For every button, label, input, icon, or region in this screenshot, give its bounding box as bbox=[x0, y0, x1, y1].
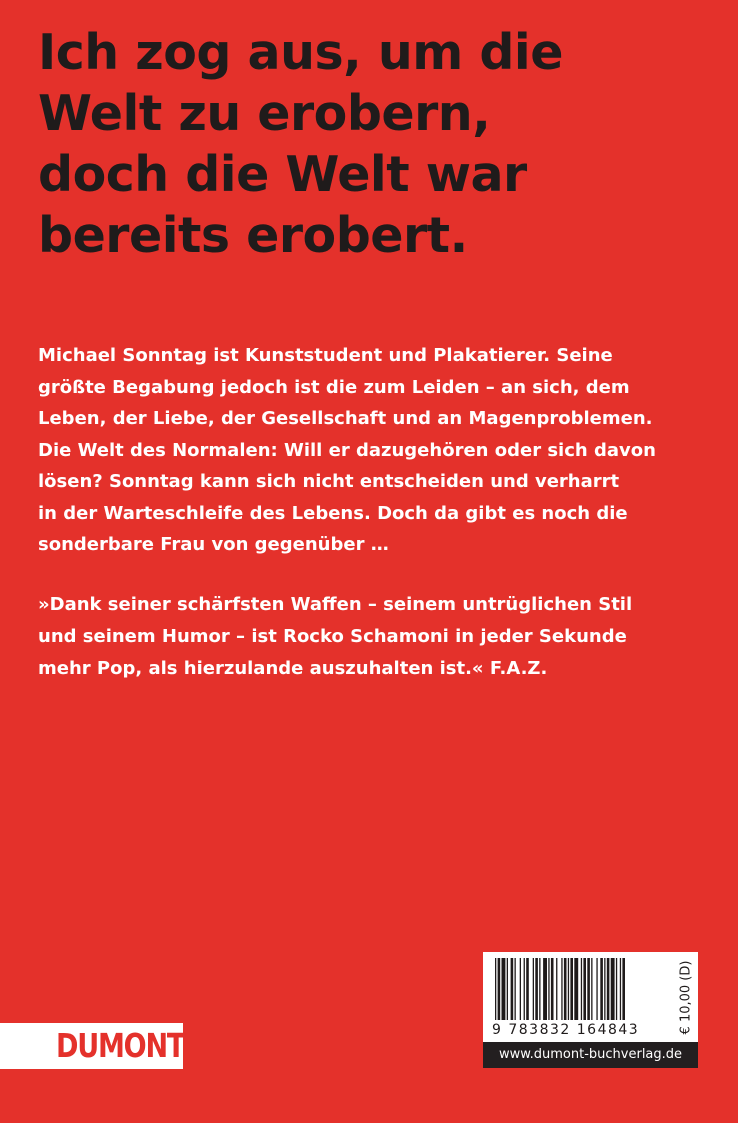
blurb-line: lösen? Sonntag kann sich nicht entscheiden und verharrt bbox=[38, 471, 620, 492]
barcode-bar bbox=[551, 958, 554, 1020]
barcode-bar bbox=[587, 958, 590, 1020]
barcode-bar bbox=[611, 958, 615, 1020]
barcode-bar bbox=[561, 958, 562, 1020]
headline-line: Welt zu erobern, bbox=[38, 85, 491, 142]
barcode-bar bbox=[622, 958, 625, 1020]
barcode-bar bbox=[564, 958, 567, 1020]
barcode-bar bbox=[570, 958, 573, 1020]
publisher-logo: DUMONT bbox=[56, 1026, 185, 1065]
barcode-bar bbox=[535, 958, 538, 1020]
blurb-line: in der Warteschleife des Lebens. Doch da gibt es noch die bbox=[38, 502, 628, 524]
barcode-bar bbox=[556, 958, 557, 1020]
barcode-bar bbox=[581, 958, 582, 1020]
price-text: € 10,00 (D) bbox=[678, 960, 694, 1034]
barcode-bar bbox=[574, 958, 578, 1020]
barcode-bar bbox=[620, 958, 621, 1020]
barcode-bar bbox=[604, 958, 605, 1020]
barcode-bar bbox=[600, 958, 603, 1020]
blurb-line: Michael Sonntag ist Kunststudent und Plakatierer. Seine bbox=[38, 345, 613, 366]
headline bbox=[38, 22, 718, 266]
blurb bbox=[38, 340, 718, 561]
barcode-bar bbox=[495, 958, 496, 1020]
barcode-bar bbox=[507, 958, 508, 1020]
quote-line: »Dank seiner schärfsten Waffen – seinem untrüglichen Stil bbox=[38, 594, 633, 615]
isbn-number: 9 783832 164843 bbox=[492, 1022, 640, 1038]
blurb-line: größte Begabung jedoch ist die zum Leiden – an sich, dem bbox=[38, 376, 630, 398]
blurb-line: sonderbare Frau von gegenüber … bbox=[38, 534, 389, 555]
barcode-bar bbox=[543, 958, 547, 1020]
barcode-bar bbox=[583, 958, 586, 1020]
headline-line: doch die Welt war bbox=[38, 146, 527, 203]
barcode-bar bbox=[502, 958, 506, 1020]
barcode-bar bbox=[568, 958, 569, 1020]
press-quote bbox=[38, 589, 718, 685]
barcode-bar bbox=[511, 958, 514, 1020]
barcode-bar bbox=[533, 958, 534, 1020]
barcode-icon bbox=[495, 958, 671, 1020]
barcode-bar bbox=[498, 958, 501, 1020]
quote-line: und seinem Humor – ist Rocko Schamoni in jeder Sekunde bbox=[38, 626, 627, 647]
barcode-bar bbox=[524, 958, 525, 1020]
blurb-line: Die Welt des Normalen: Will er dazugehören oder sich davon bbox=[38, 439, 656, 461]
barcode-bar bbox=[596, 958, 597, 1020]
barcode-bar bbox=[548, 958, 549, 1020]
blurb-line: Leben, der Liebe, der Gesellschaft und an Magenproblemen. bbox=[38, 408, 653, 429]
price-label bbox=[675, 952, 697, 1042]
barcode-bar bbox=[539, 958, 540, 1020]
headline-line: Ich zog aus, um die bbox=[38, 24, 563, 81]
barcode-bar bbox=[607, 958, 610, 1020]
publisher-url: www.dumont-buchverlag.de bbox=[498, 1047, 683, 1062]
headline-line: bereits erobert. bbox=[38, 207, 468, 264]
barcode-bar bbox=[616, 958, 617, 1020]
quote-line: mehr Pop, als hierzulande auszuhalten ist.« F.A.Z. bbox=[38, 658, 548, 679]
barcode-bar bbox=[520, 958, 521, 1020]
barcode-bar bbox=[526, 958, 529, 1020]
barcode-bar bbox=[515, 958, 516, 1020]
barcode-bar bbox=[591, 958, 592, 1020]
